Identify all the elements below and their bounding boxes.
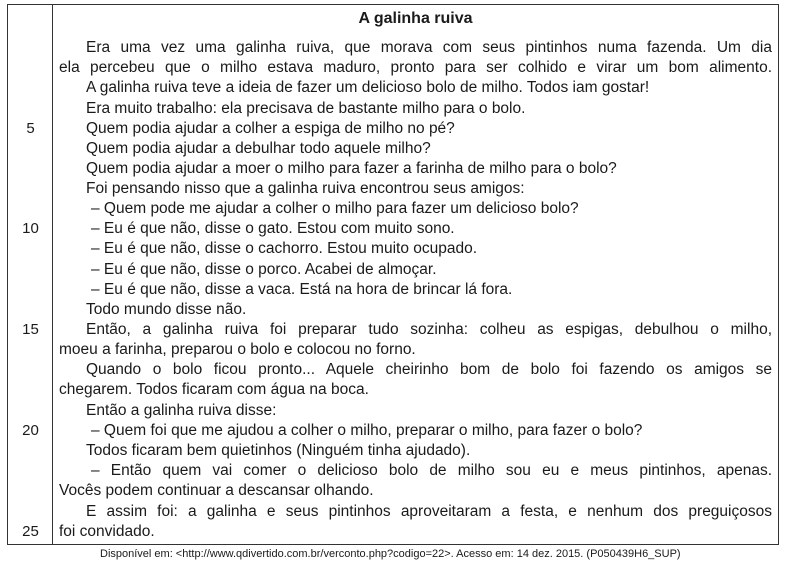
text-line-6: Quem podia ajudar a debulhar todo aquele milho? <box>86 140 431 157</box>
text-line-17: Quando o bolo ficou pronto... Aquele cheirinho bom de bolo foi fazendo os amigos se <box>86 361 772 378</box>
text-line-4: Era muito trabalho: ela precisava de bastante milho para o bolo. <box>86 100 526 117</box>
text-line-23: Vocês podem continuar a descansar olhando. <box>59 482 374 499</box>
text-line-2: ela percebeu que o milho estava maduro, pronto para ser colhido e virar um bom alimento. <box>59 59 772 76</box>
text-line-22: – Então quem vai comer o delicioso bolo de milho sou eu e meus pintinhos, apenas. <box>91 462 772 479</box>
text-line-15: Então, a galinha ruiva foi preparar tudo sozinha: colheu as espigas, debulhou o milho, <box>86 321 772 338</box>
text-line-21: Todos ficaram bem quietinhos (Ninguém tinha ajudado). <box>86 442 471 459</box>
line-number-25: 25 <box>22 523 39 540</box>
text-line-25: foi convidado. <box>59 523 155 540</box>
text-title: A galinha ruiva <box>358 10 473 27</box>
text-line-7: Quem podia ajudar a moer o milho para fazer a farinha de milho para o bolo? <box>86 160 617 177</box>
text-frame <box>7 4 779 545</box>
text-line-1: Era uma vez uma galinha ruiva, que morava com seus pintinhos numa fazenda. Um dia <box>86 39 772 56</box>
text-line-10: – Eu é que não, disse o gato. Estou com muito sono. <box>91 220 455 237</box>
text-line-9: – Quem pode me ajudar a colher o milho para fazer um delicioso bolo? <box>91 200 579 217</box>
text-line-13: – Eu é que não, disse a vaca. Está na hora de brincar lá fora. <box>91 281 513 298</box>
text-line-11: – Eu é que não, disse o cachorro. Estou muito ocupado. <box>91 240 478 257</box>
text-line-18: chegarem. Todos ficaram com água na boca. <box>59 381 369 398</box>
text-line-3: A galinha ruiva teve a ideia de fazer um delicioso bolo de milho. Todos iam gostar! <box>86 79 650 96</box>
text-line-16: moeu a farinha, preparou o bolo e colocou no forno. <box>59 341 416 358</box>
line-number-20: 20 <box>22 422 39 439</box>
text-line-24: E assim foi: a galinha e seus pintinhos aproveitaram a festa, e nenhum dos preguiçosos <box>86 503 772 520</box>
text-line-8: Foi pensando nisso que a galinha ruiva encontrou seus amigos: <box>86 180 525 197</box>
text-line-19: Então a galinha ruiva disse: <box>86 402 277 419</box>
line-number-column <box>8 5 53 544</box>
source-citation: Disponível em: <http://www.qdivertido.com.br/verconto.php?codigo=22>. Acesso em: 14 dez. 2015. (P050439H6_SUP) <box>100 548 681 560</box>
text-line-5: Quem podia ajudar a colher a espiga de milho no pé? <box>86 120 455 137</box>
text-line-20: – Quem foi que me ajudou a colher o milho, preparar o milho, para fazer o bolo? <box>91 422 643 439</box>
text-line-12: – Eu é que não, disse o porco. Acabei de almoçar. <box>91 261 437 278</box>
text-line-14: Todo mundo disse não. <box>86 301 247 318</box>
line-number-10: 10 <box>22 220 39 237</box>
line-number-5: 5 <box>26 120 35 137</box>
line-number-15: 15 <box>22 321 39 338</box>
